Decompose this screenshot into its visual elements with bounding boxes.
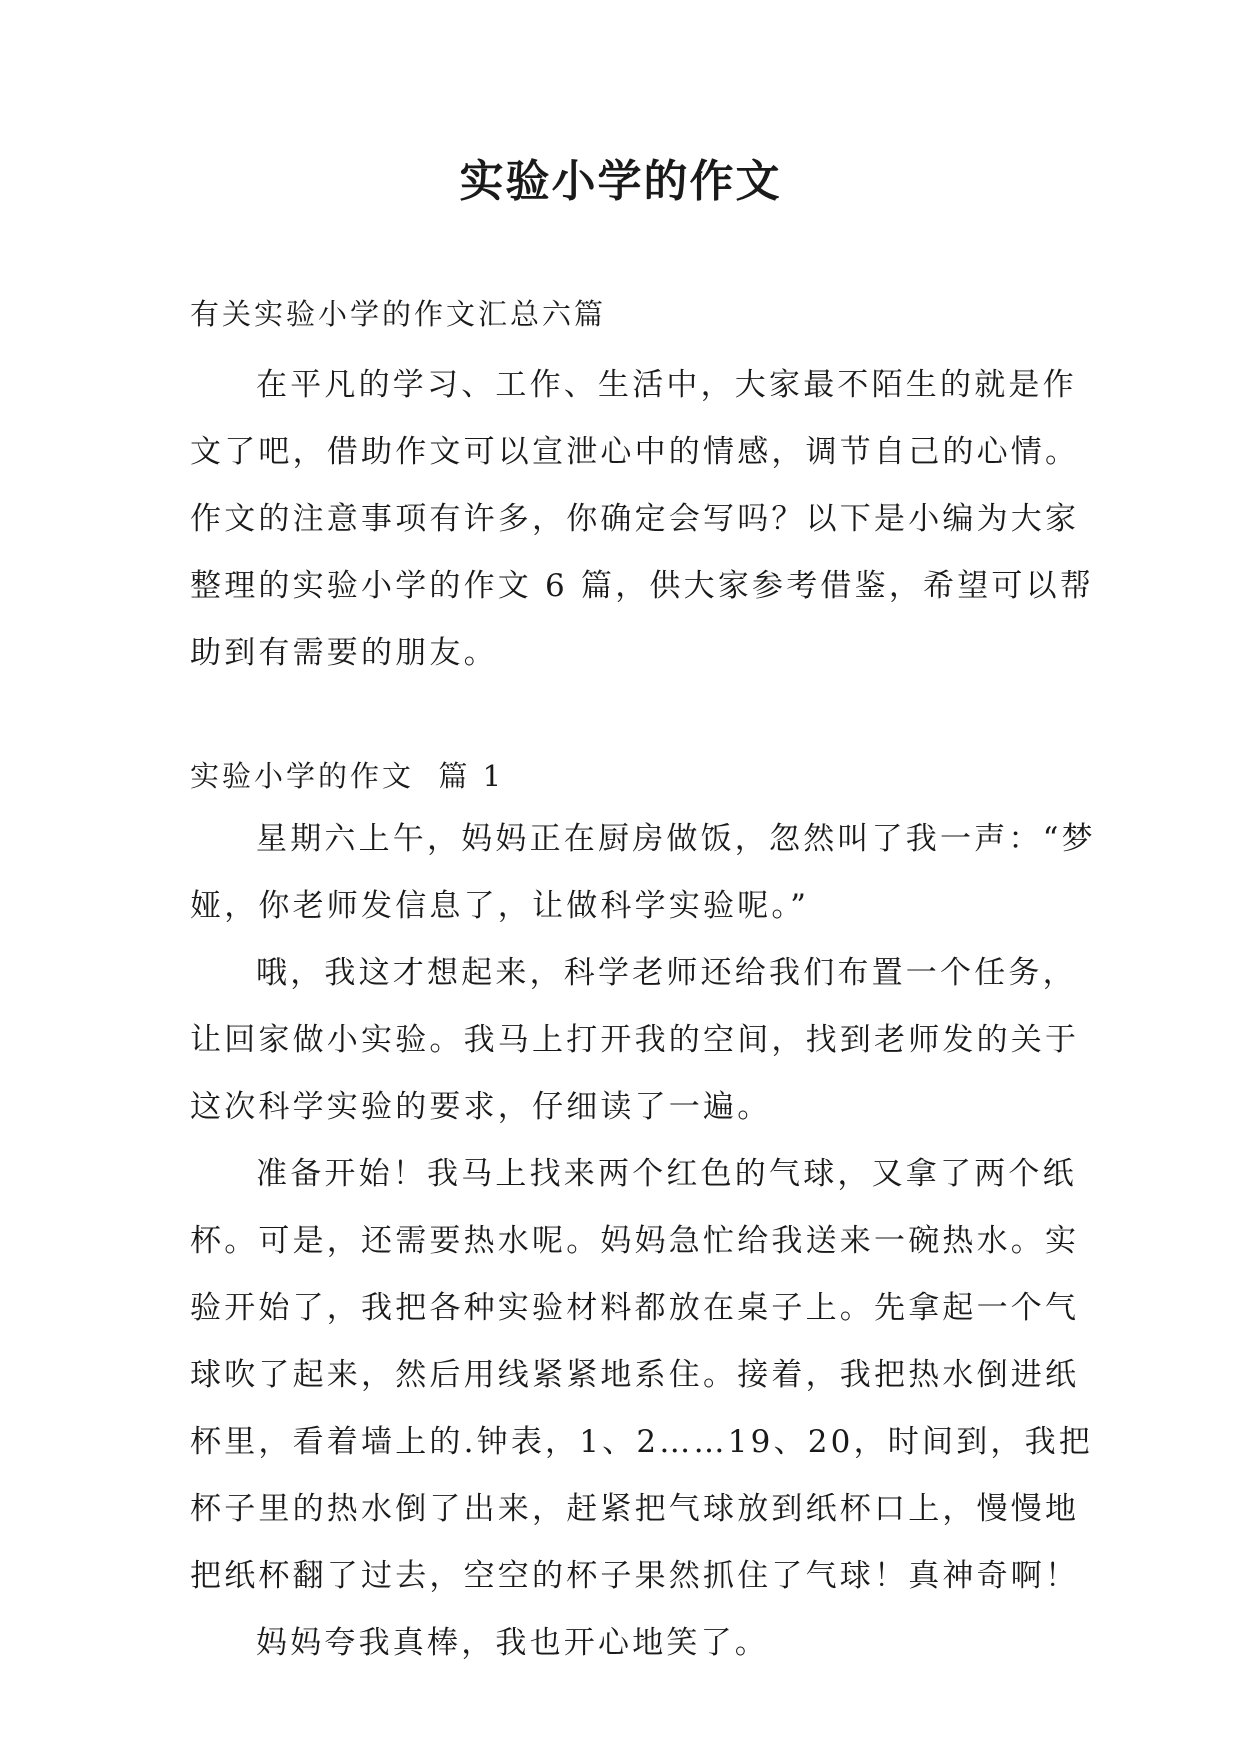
body-line: 杯。可是，还需要热水呢。妈妈急忙给我送来一碗热水。实 [190,1223,1080,1259]
body-line: 验开始了，我把各种实验材料都放在桌子上。先拿起一个气 [190,1290,1080,1326]
body-line: 把纸杯翻了过去，空空的杯子果然抓住了气球！真神奇啊！ [190,1558,1080,1594]
body-line: 准备开始！我马上找来两个红色的气球，又拿了两个纸 [256,1156,1077,1192]
body-line: 杯子里的热水倒了出来，赶紧把气球放到纸杯口上，慢慢地 [190,1491,1080,1527]
intro-line: 文了吧，借助作文可以宣泄心中的情感，调节自己的心情。 [190,434,1080,470]
intro-paragraph [190,352,1095,687]
document-subtitle: 有关实验小学的作文汇总六篇 [190,297,607,331]
body-line: 哦，我这才想起来，科学老师还给我们布置一个任务， [256,955,1077,991]
body-line: 娅，你老师发信息了，让做科学实验呢。” [190,888,810,924]
body-line: 妈妈夸我真棒，我也开心地笑了。 [256,1625,769,1661]
body-line: 星期六上午，妈妈正在厨房做饭，忽然叫了我一声：“梦 [256,821,1096,857]
intro-line: 助到有需要的朋友。 [190,635,498,671]
document-title: 实验小学的作文 [459,156,782,207]
intro-line: 在平凡的学习、工作、生活中，大家最不陌生的就是作 [256,367,1077,403]
section-1-body [190,806,1096,1677]
body-line: 让回家做小实验。我马上打开我的空间，找到老师发的关于 [190,1022,1080,1058]
intro-line: 整理的实验小学的作文 6 篇，供大家参考借鉴，希望可以帮 [190,568,1095,604]
section-1-heading: 实验小学的作文 篇 1 [190,759,505,793]
body-line: 这次科学实验的要求，仔细读了一遍。 [190,1089,772,1125]
body-line: 杯里，看着墙上的.钟表，1、2……19、20，时间到，我把 [190,1424,1093,1460]
body-line: 球吹了起来，然后用线紧紧地系住。接着，我把热水倒进纸 [190,1357,1080,1393]
intro-line: 作文的注意事项有许多，你确定会写吗？以下是小编为大家 [190,501,1080,537]
